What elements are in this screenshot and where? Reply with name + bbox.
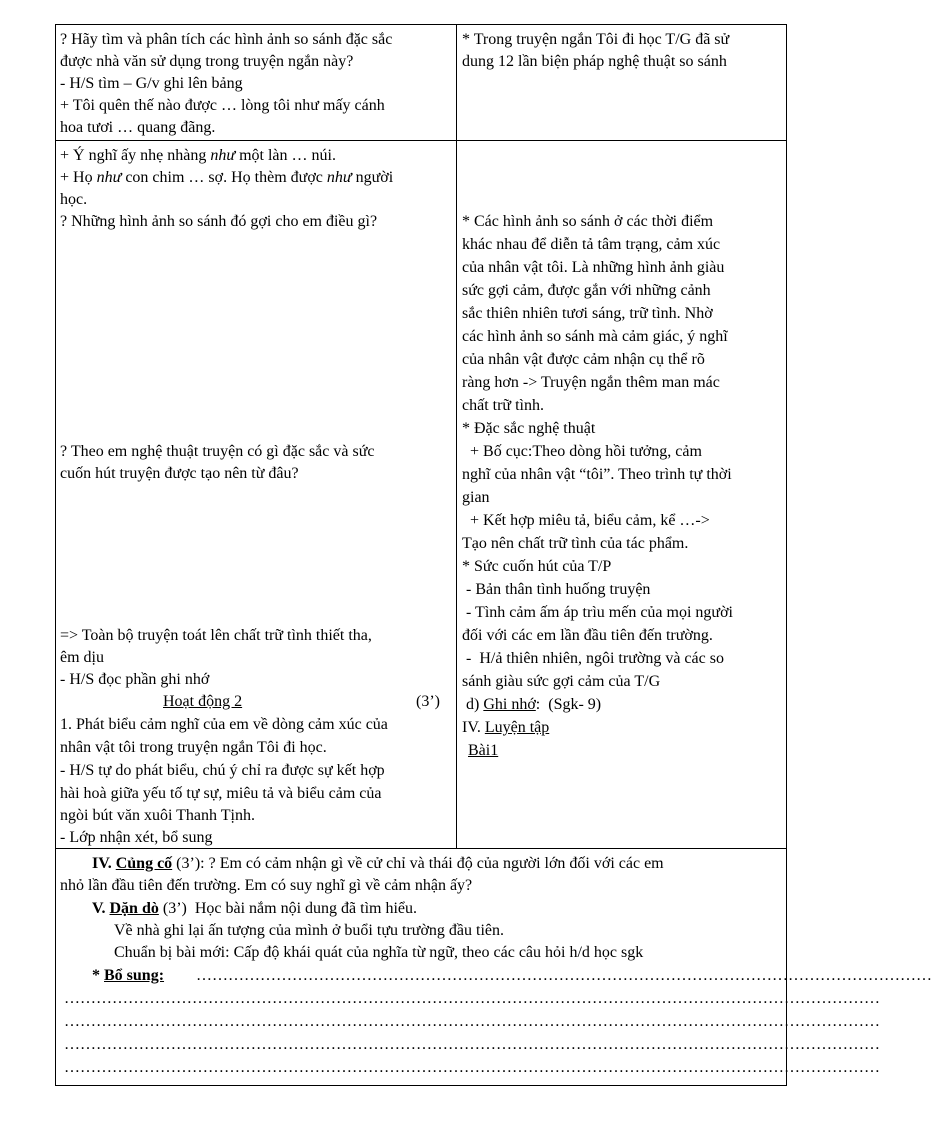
text-line: + Bố cục:Theo dòng hồi tưởng, cảm xyxy=(462,443,702,460)
text-line: * Các hình ảnh so sánh ở các thời điểm xyxy=(462,213,714,230)
note-dotted-line[interactable]: ………………………………………………………………………………………………………………………… xyxy=(196,967,932,984)
section-number: V. xyxy=(92,900,110,917)
italic-word: như xyxy=(96,169,122,186)
section-number: IV. xyxy=(92,855,116,872)
text-line: ngòi bút văn xuôi Thanh Tịnh. xyxy=(60,807,255,824)
text-line: chất trữ tình. xyxy=(462,397,544,414)
note-dotted-line[interactable]: ……………………………………………………………………………………………………………………………………… xyxy=(64,1036,880,1053)
text-line: được nhà văn sử dụng trong truyện ngắn này? xyxy=(60,53,354,70)
text-line: êm dịu xyxy=(60,649,104,666)
note-dotted-line[interactable]: ……………………………………………………………………………………………………………………………………… xyxy=(64,990,880,1007)
text-line: Tạo nên chất trữ tình của tác phẩm. xyxy=(462,535,689,552)
text-line: sắc thiên nhiên tươi sáng, trữ tình. Nhờ xyxy=(462,305,713,322)
cung-co-line xyxy=(92,854,664,874)
column-divider xyxy=(456,24,457,848)
luyen-tap-label: Luyện tập xyxy=(484,719,550,736)
text-line: - H/S đọc phần ghi nhớ xyxy=(60,671,210,688)
text-line: của nhân vật được cảm nhận cụ thể rõ xyxy=(462,351,705,368)
text-line: của nhân vật tôi. Là những hình ảnh giàu xyxy=(462,259,725,276)
text-line: * Đặc sắc nghệ thuật xyxy=(462,420,596,437)
text-line: Chuẩn bị bài mới: Cấp độ khái quát của nghĩa từ ngữ, theo các câu hỏi h/d học sgk xyxy=(114,944,644,961)
text-span: (3’): ? Em có cảm nhận gì về cử chỉ và thái độ của người lớn đối với các em xyxy=(172,855,664,872)
italic-word: như xyxy=(210,147,236,164)
text-span: + Ý nghĩ ấy nhẹ nhàng xyxy=(60,147,211,164)
text-line: - Bản thân tình huống truyện xyxy=(462,581,651,598)
text-span: + Họ xyxy=(60,169,97,186)
text-line: => Toàn bộ truyện toát lên chất trữ tình thiết tha, xyxy=(60,627,372,644)
text-line xyxy=(60,168,393,188)
ghi-nho-label: Ghi nhớ xyxy=(483,696,536,713)
text-line: hoa tươi … quang đãng. xyxy=(60,119,216,136)
row-divider-1 xyxy=(55,140,787,141)
text-span: (3’) Học bài nắm nội dung đã tìm hiểu. xyxy=(158,900,418,917)
text-line: ? Hãy tìm và phân tích các hình ảnh so sánh đặc sắc xyxy=(60,31,393,48)
text-line: + Tôi quên thế nào được … lòng tôi như mấy cánh xyxy=(60,97,385,114)
text-line: nghĩ của nhân vật “tôi”. Theo trình tự thời xyxy=(462,466,732,483)
section-label: Dặn dò xyxy=(109,900,159,917)
text-line: ràng hơn -> Truyện ngắn thêm man mác xyxy=(462,374,720,391)
text-line: dung 12 lần biện pháp nghệ thuật so sánh xyxy=(462,53,727,70)
text-span: * xyxy=(92,967,104,984)
italic-word: như xyxy=(326,169,352,186)
text-line: - Tình cảm ấm áp trìu mến của mọi người xyxy=(462,604,733,621)
bo-sung-line xyxy=(92,966,164,986)
text-line: + Kết hợp miêu tả, biểu cảm, kể …-> xyxy=(462,512,710,529)
text-line: 1. Phát biểu cảm nghĩ của em về dòng cảm xúc của xyxy=(60,716,388,733)
luyen-tap-heading xyxy=(462,718,549,738)
activity-heading: Hoạt động 2 xyxy=(163,693,243,710)
text-span: một làn … núi. xyxy=(235,147,336,164)
text-line: các hình ảnh so sánh mà cảm giác, ý nghĩ xyxy=(462,328,728,345)
note-dotted-line[interactable]: ……………………………………………………………………………………………………………………………………… xyxy=(64,1059,880,1076)
text-line: khác nhau để diễn tả tâm trạng, cảm xúc xyxy=(462,236,721,253)
text-line: hài hoà giữa yếu tố tự sự, miêu tả và biểu cảm của xyxy=(60,785,382,802)
text-line: sánh giàu sức gợi cảm của T/G xyxy=(462,673,661,690)
text-span: người xyxy=(351,169,394,186)
text-line: gian xyxy=(462,489,490,506)
text-line: Về nhà ghi lại ấn tượng của mình ở buổi tựu trường đầu tiên. xyxy=(114,922,504,939)
text-span: con chim … sợ. Họ thèm được xyxy=(121,169,327,186)
exercise-label: Bài1 xyxy=(468,742,499,759)
question-line: ? Những hình ảnh so sánh đó gợi cho em điều gì? xyxy=(60,213,378,230)
text-span: : (Sgk- 9) xyxy=(535,696,602,713)
ghi-nho-line xyxy=(462,695,601,715)
text-line: - H/ả thiên nhiên, ngôi trường và các so xyxy=(462,650,724,667)
text-line xyxy=(60,146,336,166)
text-line: - H/S tự do phát biểu, chú ý chỉ ra được sự kết hợp xyxy=(60,762,385,779)
text-line: nhỏ lần đầu tiên đến trường. Em có suy nghĩ gì về cảm nhận ấy? xyxy=(60,877,473,894)
section-label: Bổ sung: xyxy=(104,967,165,984)
text-line: - Lớp nhận xét, bổ sung xyxy=(60,829,213,846)
text-line: * Trong truyện ngắn Tôi đi học T/G đã sử xyxy=(462,31,730,48)
question-line: ? Theo em nghệ thuật truyện có gì đặc sắc và sức xyxy=(60,443,375,460)
text-line: nhân vật tôi trong truyện ngắn Tôi đi học. xyxy=(60,739,327,756)
text-line: - H/S tìm – G/v ghi lên bảng xyxy=(60,75,243,92)
note-dotted-line[interactable]: ……………………………………………………………………………………………………………………………………… xyxy=(64,1013,880,1030)
text-span: IV. xyxy=(462,719,485,736)
row-divider-2 xyxy=(55,848,787,849)
text-line: * Sức cuốn hút của T/P xyxy=(462,558,612,575)
text-span: d) xyxy=(462,696,484,713)
section-label: Củng cố xyxy=(115,855,173,872)
dan-do-line xyxy=(92,899,417,919)
text-line: đối với các em lần đầu tiên đến trường. xyxy=(462,627,713,644)
question-line: cuốn hút truyện được tạo nên từ đâu? xyxy=(60,465,299,482)
text-line: học. xyxy=(60,191,88,208)
text-line: sức gợi cảm, được gắn với những cảnh xyxy=(462,282,711,299)
activity-time: (3’) xyxy=(416,693,440,710)
